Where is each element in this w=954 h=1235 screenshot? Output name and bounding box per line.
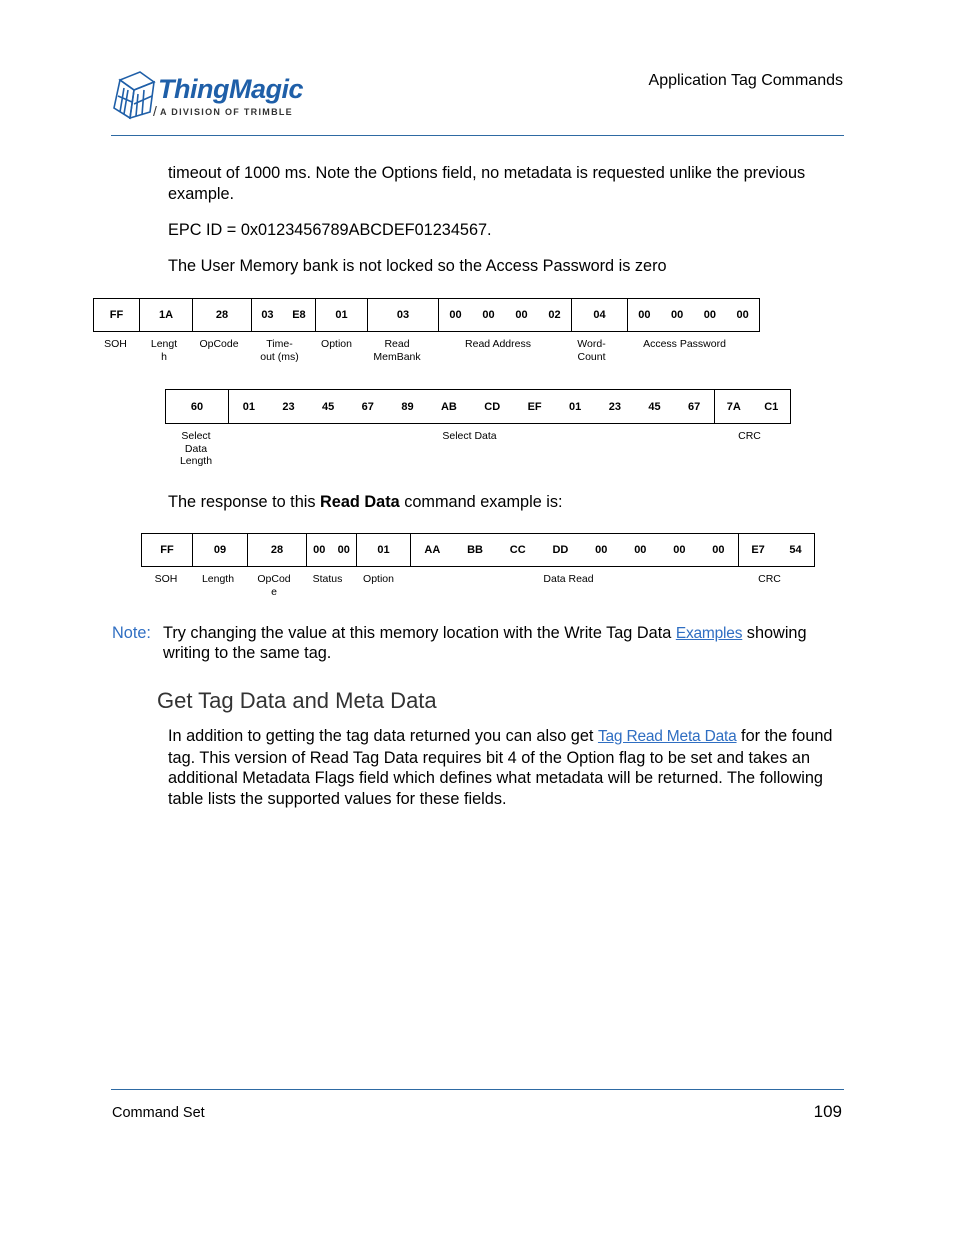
response-intro-pre: The response to this [168, 493, 321, 511]
hex-byte: EF [527, 400, 542, 413]
cell-values [572, 299, 627, 331]
command-table-cell [628, 299, 760, 332]
note-text [163, 624, 853, 663]
examples-link[interactable]: Examples [675, 625, 743, 642]
response-table-cell [193, 534, 248, 567]
field-label: Status [312, 573, 343, 585]
hex-byte: 04 [593, 309, 606, 321]
cell-values [357, 534, 410, 566]
section-heading: Get Tag Data and Meta Data [157, 688, 437, 713]
logo-subtitle: A DIVISION OF TRIMBLE [160, 107, 293, 117]
footer-section-name: Command Set [112, 1105, 205, 1121]
hex-byte: AB [440, 400, 457, 413]
response-packet-row [142, 534, 815, 567]
select-table-cell [229, 390, 715, 424]
response-table-cell [411, 534, 739, 567]
hex-byte: 02 [548, 309, 561, 321]
cell-values [628, 299, 759, 331]
hex-byte: 23 [282, 400, 295, 413]
hex-byte: 00 [634, 544, 647, 556]
hex-byte: 00 [703, 309, 716, 321]
hex-byte: 01 [242, 400, 255, 413]
hex-byte: CD [484, 400, 501, 413]
hex-byte: 28 [270, 544, 284, 556]
intro-paragraph: timeout of 1000 ms. Note the Options field, no metadata is requested unlike the previous example. [168, 164, 806, 203]
command-table-cell [572, 299, 628, 332]
cell-values [193, 299, 251, 331]
hex-byte: CC [509, 544, 526, 556]
cell-values [368, 299, 438, 331]
select-data-table [165, 389, 791, 424]
field-label: Word- Count [577, 338, 606, 363]
cell-values [193, 534, 247, 566]
hex-byte: 00 [712, 544, 725, 556]
select-table-cell [166, 390, 229, 424]
cell-values [229, 390, 714, 423]
header-rule [111, 135, 844, 136]
hex-byte: 67 [361, 400, 374, 413]
thingmagic-logo [110, 68, 310, 124]
hex-byte: 00 [337, 544, 350, 556]
field-label: CRC [758, 573, 781, 585]
hex-byte: 00 [482, 309, 495, 321]
cell-values [307, 534, 356, 566]
hex-byte: 00 [515, 309, 528, 321]
cell-values [411, 534, 738, 566]
hex-byte: E7 [751, 544, 765, 556]
epc-id-paragraph: EPC ID = 0x0123456789ABCDEF01234567. [168, 221, 492, 239]
cell-values [252, 299, 315, 331]
command-table-cell [368, 299, 439, 332]
user-memory-paragraph: The User Memory bank is not locked so the Access Password is zero [168, 257, 667, 275]
field-label: Lengt h [150, 338, 178, 363]
response-table-cell [739, 534, 815, 567]
section-text-pre: In addition to getting the tag data returned you can also get [168, 727, 598, 745]
cell-values [316, 299, 367, 331]
hex-byte: 28 [215, 309, 229, 321]
field-label: CRC [738, 430, 761, 442]
field-label: Select Data [442, 430, 497, 442]
field-label: Read Address [465, 338, 531, 350]
response-table-cell [142, 534, 193, 567]
hex-byte: AA [424, 544, 441, 556]
response-table-cell [357, 534, 411, 567]
select-table-cell [715, 390, 791, 424]
hex-byte: 00 [449, 309, 462, 321]
response-table-cell [248, 534, 307, 567]
page-number: 109 [813, 1102, 842, 1121]
response-packet-table [141, 533, 815, 567]
command-table-cell [140, 299, 193, 332]
hex-byte: 00 [673, 544, 686, 556]
logo-wordmark: ThingMagic [158, 74, 303, 104]
cell-values [248, 534, 306, 566]
hex-byte: 45 [648, 400, 661, 413]
response-table-cell [307, 534, 357, 567]
logo-cube-icon [110, 68, 156, 124]
read-data-bold: Read Data [320, 493, 400, 511]
hex-byte: E8 [292, 309, 306, 321]
field-label: Option [363, 573, 394, 585]
section-paragraph [168, 726, 844, 809]
hex-byte: C1 [764, 400, 779, 413]
cell-values [140, 299, 192, 331]
note-text-pre: Try changing the value at this memory location with the Write Tag Data [163, 624, 676, 642]
response-intro-paragraph [168, 492, 844, 513]
hex-byte: FF [160, 544, 174, 556]
field-label: SOH [154, 573, 178, 585]
select-data-row [166, 390, 791, 424]
hex-byte: 60 [190, 400, 204, 413]
hex-byte: 7A [726, 400, 741, 413]
field-label: OpCod e [257, 573, 291, 598]
hex-byte: 00 [595, 544, 608, 556]
hex-byte: 00 [671, 309, 684, 321]
hex-byte: BB [467, 544, 483, 556]
hex-byte: 00 [638, 309, 651, 321]
hex-byte: 00 [313, 544, 326, 556]
response-intro-post: command example is: [399, 493, 563, 511]
hex-byte: 00 [736, 309, 749, 321]
tag-read-meta-data-link[interactable]: Tag Read Meta Data [597, 728, 737, 745]
logo-slash: / [153, 103, 157, 119]
hex-byte: 01 [569, 400, 582, 413]
command-packet-row [94, 299, 760, 332]
hex-byte: 67 [688, 400, 701, 413]
cell-values [94, 299, 139, 331]
hex-byte: 01 [335, 309, 348, 321]
command-packet-table [93, 298, 760, 332]
note-label: Note: [112, 624, 151, 642]
field-label: Select Data Length [179, 430, 213, 467]
hex-byte: 1A [158, 309, 174, 321]
header-title: Application Tag Commands [648, 72, 843, 89]
cell-values [142, 534, 192, 566]
field-label: Access Password [643, 338, 726, 350]
note-text-post: showing writing to the same tag. [163, 624, 807, 662]
field-label: SOH [104, 338, 127, 350]
command-table-cell [94, 299, 140, 332]
field-label: Option [321, 338, 352, 350]
command-table-cell [193, 299, 252, 332]
cell-values [715, 390, 790, 423]
hex-byte: 23 [608, 400, 621, 413]
field-label: Time- out (ms) [260, 338, 299, 363]
hex-byte: 03 [261, 309, 274, 321]
hex-byte: 89 [401, 400, 414, 413]
cell-values [439, 299, 571, 331]
hex-byte: 54 [789, 544, 802, 556]
cell-values [166, 390, 228, 423]
hex-byte: DD [552, 544, 569, 556]
hex-byte: 45 [322, 400, 335, 413]
command-table-cell [439, 299, 572, 332]
command-table-cell [252, 299, 316, 332]
command-table-cell [316, 299, 368, 332]
field-label: OpCode [199, 338, 239, 350]
footer-rule [111, 1089, 844, 1090]
cell-values [739, 534, 814, 566]
field-label: Length [201, 573, 235, 585]
field-label: Read MemBank [373, 338, 421, 363]
section-text-post: for the found tag. This version of Read Tag Data requires bit 4 of the Option flag to be set and takes an additional Metadata Flags field which defines what metadata will be returned. The following table lists the supported values for these fields. [168, 727, 833, 808]
hex-byte: 03 [396, 309, 410, 321]
hex-byte: FF [109, 309, 124, 321]
field-label: Data Read [543, 573, 594, 585]
hex-byte: 01 [377, 544, 390, 556]
hex-byte: 09 [213, 544, 227, 556]
